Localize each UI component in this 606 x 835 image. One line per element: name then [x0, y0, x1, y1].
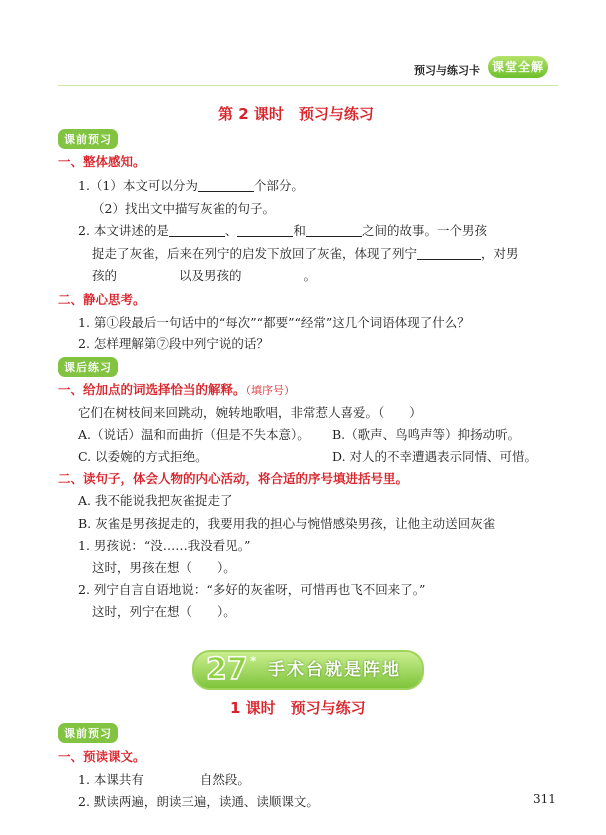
section-heading: 二、静心思考。 [58, 292, 146, 307]
reading-choice-b: B. 灰雀是男孩捉走的，我要用我的担心与惋惜感染男孩，让他主动送回灰雀 [78, 516, 496, 531]
reading-choice-a: A. 我不能说我把灰雀捉走了 [78, 493, 233, 508]
section-heading: 一、整体感知。 [58, 154, 146, 169]
exercise-sentence: 它们在树枝间来回跳动，婉转地歌唱，非常惹人喜爱。（ ） [78, 405, 422, 420]
option-a: A.（说话）温和而曲折（但是不失本意）。 [78, 427, 310, 442]
reading-question-1: 1. 男孩说：“没……我没看见。” [78, 538, 251, 553]
star-mark: * [250, 654, 257, 668]
header-badge: 课堂全解 [488, 56, 548, 78]
answer-blank[interactable] [169, 224, 225, 237]
post-practice-tag: 课后练习 [58, 356, 118, 377]
pre-study-tag: 课前预习 [58, 722, 118, 743]
answer-blank[interactable] [306, 224, 362, 237]
lesson-banner [192, 650, 424, 690]
reading-question-2: 2. 列宁自言自语地说：“多好的灰雀呀，可惜再也飞不回来了。” [78, 582, 426, 597]
answer-blank[interactable] [417, 247, 481, 260]
option-b: B.（歌声、鸟鸣声等）抑扬动听。 [332, 427, 521, 442]
question-2-line1: 2. 本文讲述的是 、 和 之间的故事。一个男孩 [78, 223, 487, 238]
lesson-title: 1 课时 预习与练习 [230, 699, 366, 717]
section-heading: 一、给加点的词选择恰当的解释。（填序号） [58, 382, 296, 397]
pre-study-tag: 课前预习 [58, 128, 118, 149]
think-question-1: 1. 第①段最后一句话中的“每次”“都要”“经常”这几个词语体现了什么？ [78, 315, 470, 330]
reading-answer-2: 这时，列宁在想（ ）。 [92, 604, 236, 619]
page-number: 311 [533, 792, 556, 806]
preview-question-2: 2. 默读两遍，朗读三遍，读通、读顺课文。 [78, 794, 319, 809]
question-1a: 1.（1）本文可以分为 个部分。 [78, 178, 304, 193]
lesson-title: 第 2 课时 预习与练习 [218, 105, 374, 123]
section-heading: 二、读句子，体会人物的内心活动，将合适的序号填进括号里。 [58, 471, 409, 486]
lesson-name: 手术台就是阵地 [268, 660, 401, 680]
lesson-number: 27 [206, 652, 248, 687]
reading-answer-1: 这时，男孩在想（ ）。 [92, 560, 236, 575]
answer-blank[interactable] [237, 224, 293, 237]
answer-blank[interactable] [198, 179, 254, 192]
think-question-2: 2. 怎样理解第⑦段中列宁说的话？ [78, 336, 269, 351]
header-label: 预习与练习卡 [414, 64, 480, 77]
option-c: C. 以委婉的方式拒绝。 [78, 449, 208, 464]
preview-question-1: 1. 本课共有 自然段。 [78, 772, 250, 787]
question-2-line3: 孩的 以及男孩的 。 [92, 268, 317, 283]
section-hint: （填序号） [245, 384, 296, 397]
question-1b: （2）找出文中描写灰雀的句子。 [92, 201, 275, 216]
option-d: D. 对人的不幸遭遇表示同情、可惜。 [332, 449, 538, 464]
header-divider [58, 85, 558, 86]
section-heading: 一、预读课文。 [58, 749, 146, 764]
question-2-line2: 捉走了灰雀，后来在列宁的启发下放回了灰雀，体现了列宁 ，对男 [92, 246, 519, 261]
